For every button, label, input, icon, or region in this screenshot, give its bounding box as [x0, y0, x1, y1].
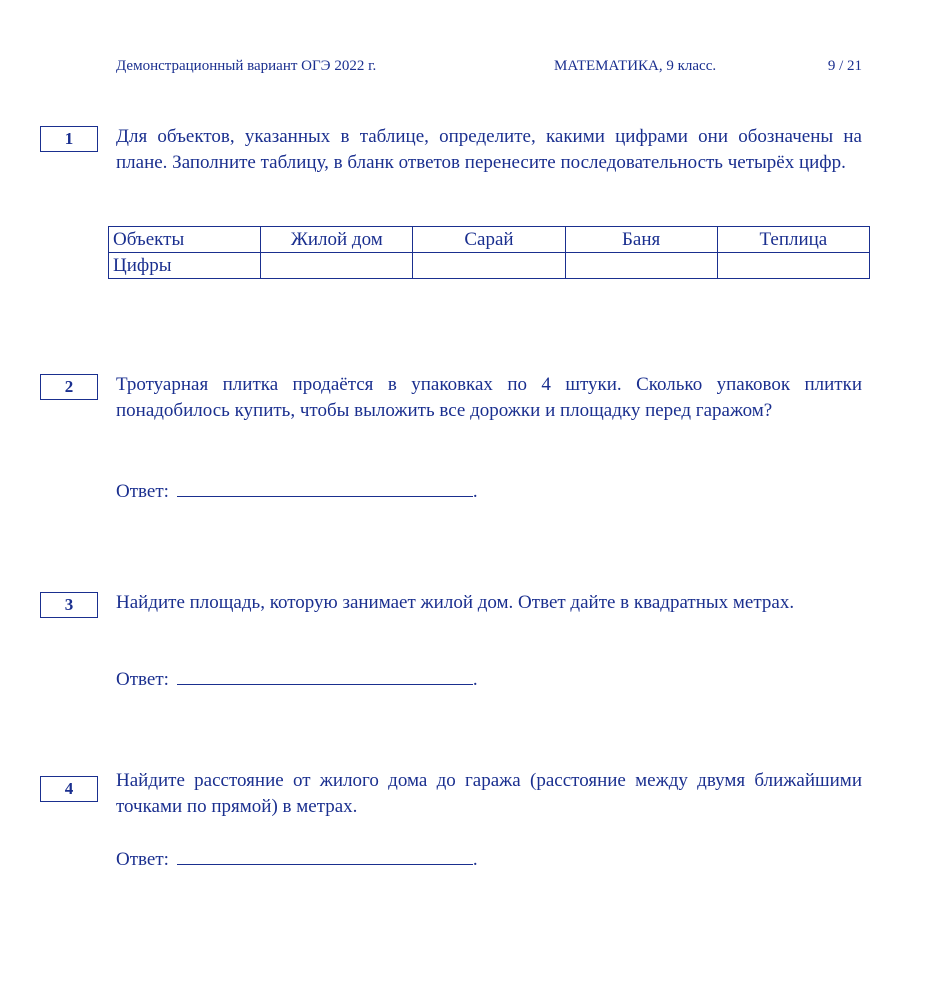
answer-line [116, 666, 478, 693]
answer-period: . [472, 669, 478, 690]
table-answer-cell[interactable] [565, 253, 717, 279]
task-number-box: 2 [40, 374, 98, 400]
subject-title: МАТЕМАТИКА, 9 класс. [554, 58, 717, 74]
answer-blank[interactable] [177, 846, 473, 865]
table-header-cell: Баня [565, 227, 717, 253]
task-number-box: 1 [40, 126, 98, 152]
task-text: Для объектов, указанных в таблице, определите, какими цифрами они обозначены на плане. Заполните таблицу, в бланк ответов перенесите последовательность четырёх цифр. [116, 126, 862, 173]
task-number-box: 3 [40, 592, 98, 618]
task-text: Тротуарная плитка продаётся в упаковках по 4 штуки. Сколько упаковок плитки понадобилось купить, чтобы выложить все дорожки и площадку перед гаражом? [116, 374, 862, 421]
exam-title: Демонстрационный вариант ОГЭ 2022 г. [116, 58, 377, 74]
answer-period: . [472, 481, 478, 502]
answer-period: . [472, 849, 478, 870]
answer-blank[interactable] [177, 666, 473, 685]
table-answer-cell[interactable] [717, 253, 869, 279]
table-header-cell: Сарай [413, 227, 565, 253]
task-text: Найдите расстояние от жилого дома до гаража (расстояние между двумя ближайшими точками по прямой) в метрах. [116, 770, 862, 817]
objects-table [108, 226, 870, 279]
page-header [116, 58, 862, 80]
answer-label: Ответ: [116, 481, 169, 502]
table-header-cell: Объекты [109, 227, 261, 253]
table-row [109, 227, 870, 253]
answer-line [116, 846, 478, 873]
answer-line [116, 478, 478, 505]
table-answer-cell[interactable] [261, 253, 413, 279]
task-number-box: 4 [40, 776, 98, 802]
table-header-cell: Теплица [717, 227, 869, 253]
table-answer-cell[interactable] [413, 253, 565, 279]
page-number: 9 / 21 [827, 58, 862, 74]
table-header-cell: Жилой дом [261, 227, 413, 253]
answer-label: Ответ: [116, 669, 169, 690]
table-row [109, 253, 870, 279]
task-text: Найдите площадь, которую занимает жилой дом. Ответ дайте в квадратных метрах. [116, 592, 795, 613]
answer-label: Ответ: [116, 849, 169, 870]
answer-blank[interactable] [177, 478, 473, 497]
table-row-label: Цифры [109, 253, 261, 279]
